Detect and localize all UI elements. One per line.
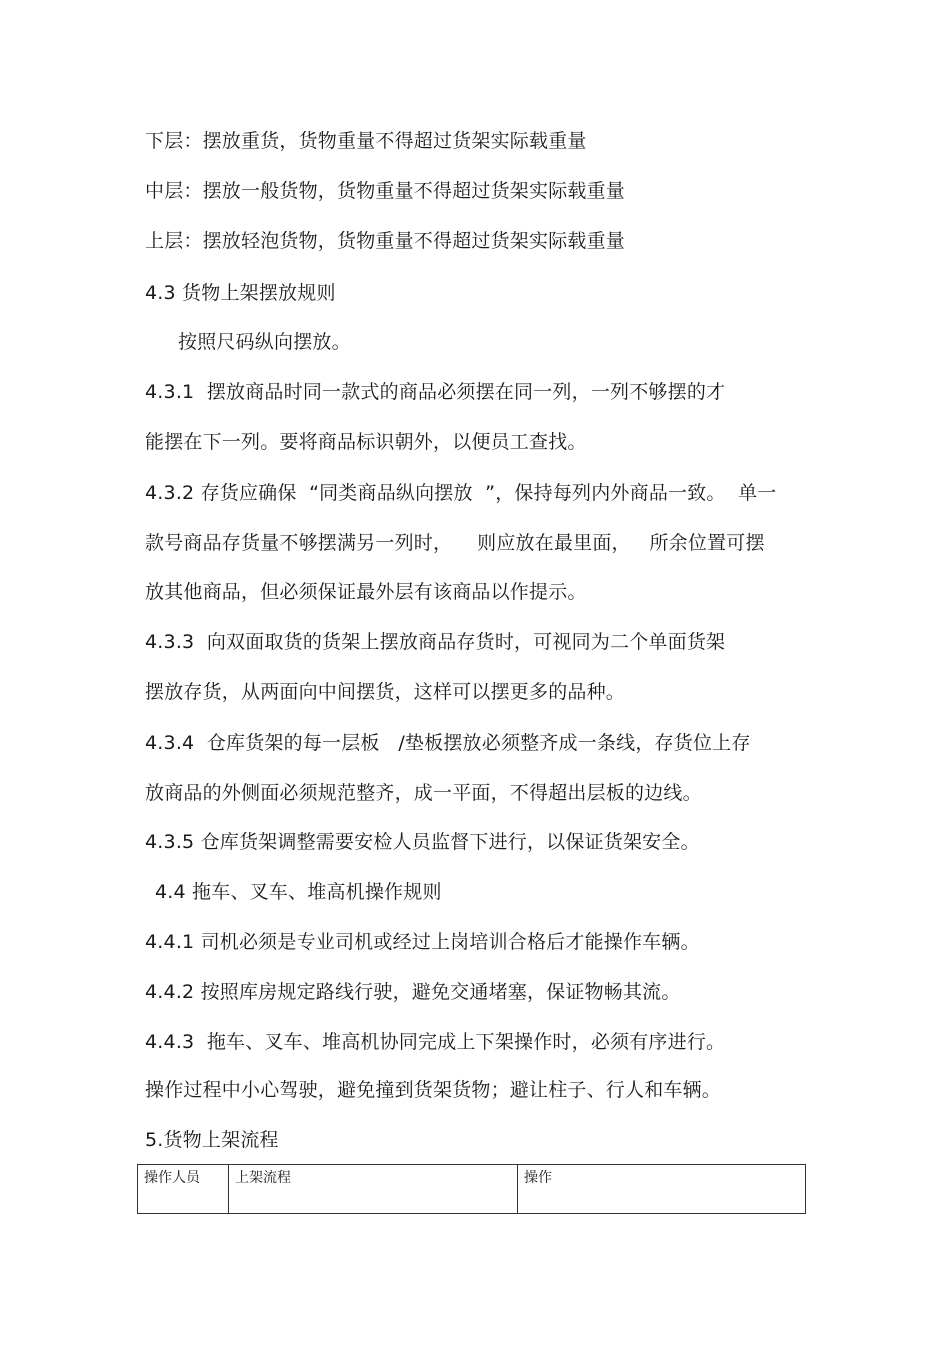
text-line: 款号商品存货量不够摆满另一列时， 则应放在最里面， 所余位置可摆: [145, 532, 765, 554]
table-header-cell: 操作: [518, 1165, 806, 1214]
section-heading: 5.货物上架流程: [145, 1129, 279, 1151]
text-line: 4.3.3 向双面取货的货架上摆放商品存货时，可视同为二个单面货架: [145, 631, 726, 653]
text-line: 4.4.3 拖车、叉车、堆高机协同完成上下架操作时，必须有序进行。: [145, 1031, 726, 1053]
section-heading: 4.3 货物上架摆放规则: [145, 282, 336, 304]
text-line: 中层：摆放一般货物，货物重量不得超过货架实际载重量: [145, 180, 626, 202]
text-line: 放商品的外侧面必须规范整齐，成一平面，不得超出层板的边线。: [145, 782, 702, 804]
text-line: 4.3.4 仓库货架的每一层板 /垫板摆放必须整齐成一条线，存货位上存: [145, 732, 751, 754]
text-line: 摆放存货，从两面向中间摆货，这样可以摆更多的品种。: [145, 681, 626, 703]
text-line: 操作过程中小心驾驶，避免撞到货架货物；避让柱子、行人和车辆。: [145, 1079, 722, 1101]
table-header-cell: 上架流程: [229, 1165, 518, 1214]
process-table: [137, 1164, 806, 1214]
table-header-row: [138, 1165, 806, 1214]
text-line: 4.4.1 司机必须是专业司机或经过上岗培训合格后才能操作车辆。: [145, 931, 700, 953]
text-line: 上层：摆放轻泡货物，货物重量不得超过货架实际载重量: [145, 230, 626, 252]
text-line: 按照尺码纵向摆放。: [178, 331, 351, 353]
text-line: 4.3.5 仓库货架调整需要安检人员监督下进行，以保证货架安全。: [145, 831, 700, 853]
section-heading: 4.4 拖车、叉车、堆高机操作规则: [155, 881, 442, 903]
text-line: 4.3.2 存货应确保 “同类商品纵向摆放 ”，保持每列内外商品一致。 单一: [145, 482, 777, 504]
text-line: 能摆在下一列。要将商品标识朝外，以便员工查找。: [145, 431, 587, 453]
text-line: 下层：摆放重货，货物重量不得超过货架实际载重量: [145, 130, 587, 152]
text-line: 放其他商品，但必须保证最外层有该商品以作提示。: [145, 581, 587, 603]
table-header-cell: 操作人员: [138, 1165, 229, 1214]
text-line: 4.3.1 摆放商品时同一款式的商品必须摆在同一列，一列不够摆的才: [145, 381, 726, 403]
text-line: 4.4.2 按照库房规定路线行驶，避免交通堵塞，保证物畅其流。: [145, 981, 681, 1003]
